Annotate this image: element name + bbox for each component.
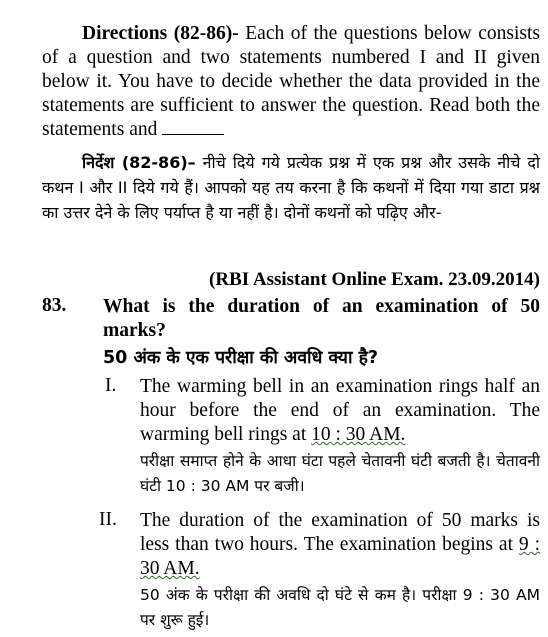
statement-1-english: [140, 375, 540, 447]
exam-source: (RBI Assistant Online Exam. 23.09.2014): [209, 269, 540, 290]
statement-2-hindi: 50 अंक के परीक्षा की अवधि दो घंटे से कम है। परीक्षा 9 : 30 AM पर शुरू हुई।: [140, 586, 540, 629]
directions-hindi-text: नीचे दिये गये प्रत्येक प्रश्न में एक प्रश्न और उसके नीचे दो कथन I और II दिये गये हैं। आपको यह तय करना है कि कथनों में दिया गया डाटा प्रश्न का उत्तर देने के लिए पर्याप्त है या नहीं है। दोनों कथनों को पढ़िए और-: [42, 153, 540, 222]
directions-text: Each of the questions below consists of a question and two statements numbered I and II given below it. You have to decide whether the data provided in the statements are sufficient to answer the question. Read both the statements and: [42, 23, 541, 140]
statement-2-time: 9 : 30 AM.: [140, 534, 541, 579]
directions-english: [42, 22, 540, 142]
statement-1-hindi: परीक्षा समाप्त होने के आधा घंटा पहले चेतावनी घंटी बजती है। चेतावनी घंटी 10 : 30 AM पर बजी।: [140, 452, 540, 495]
statement-1-text: The warming bell in an examination rings half an hour before the end of an examination. The warming bell rings at: [140, 376, 540, 445]
directions-hindi: [42, 150, 540, 225]
question-hindi: 50 अंक के एक परीक्षा की अवधि क्या है?: [103, 348, 379, 368]
answer-blank: [162, 120, 224, 135]
question-english: What is the duration of an examination of 50 marks?: [103, 296, 540, 341]
statement-1-time: 10 : 30 AM.: [311, 424, 406, 445]
statement-1-number: I.: [105, 375, 117, 396]
statement-2-text: The duration of the examination of 50 marks is less than two hours. The examination begins at: [140, 510, 540, 555]
statement-2-english: [140, 509, 540, 581]
question-number: 83.: [42, 295, 67, 316]
directions-label: Directions (82-86)-: [82, 23, 239, 44]
statement-2-number: II.: [99, 509, 117, 530]
directions-hindi-label: निर्देश (82-86)–: [82, 153, 196, 172]
